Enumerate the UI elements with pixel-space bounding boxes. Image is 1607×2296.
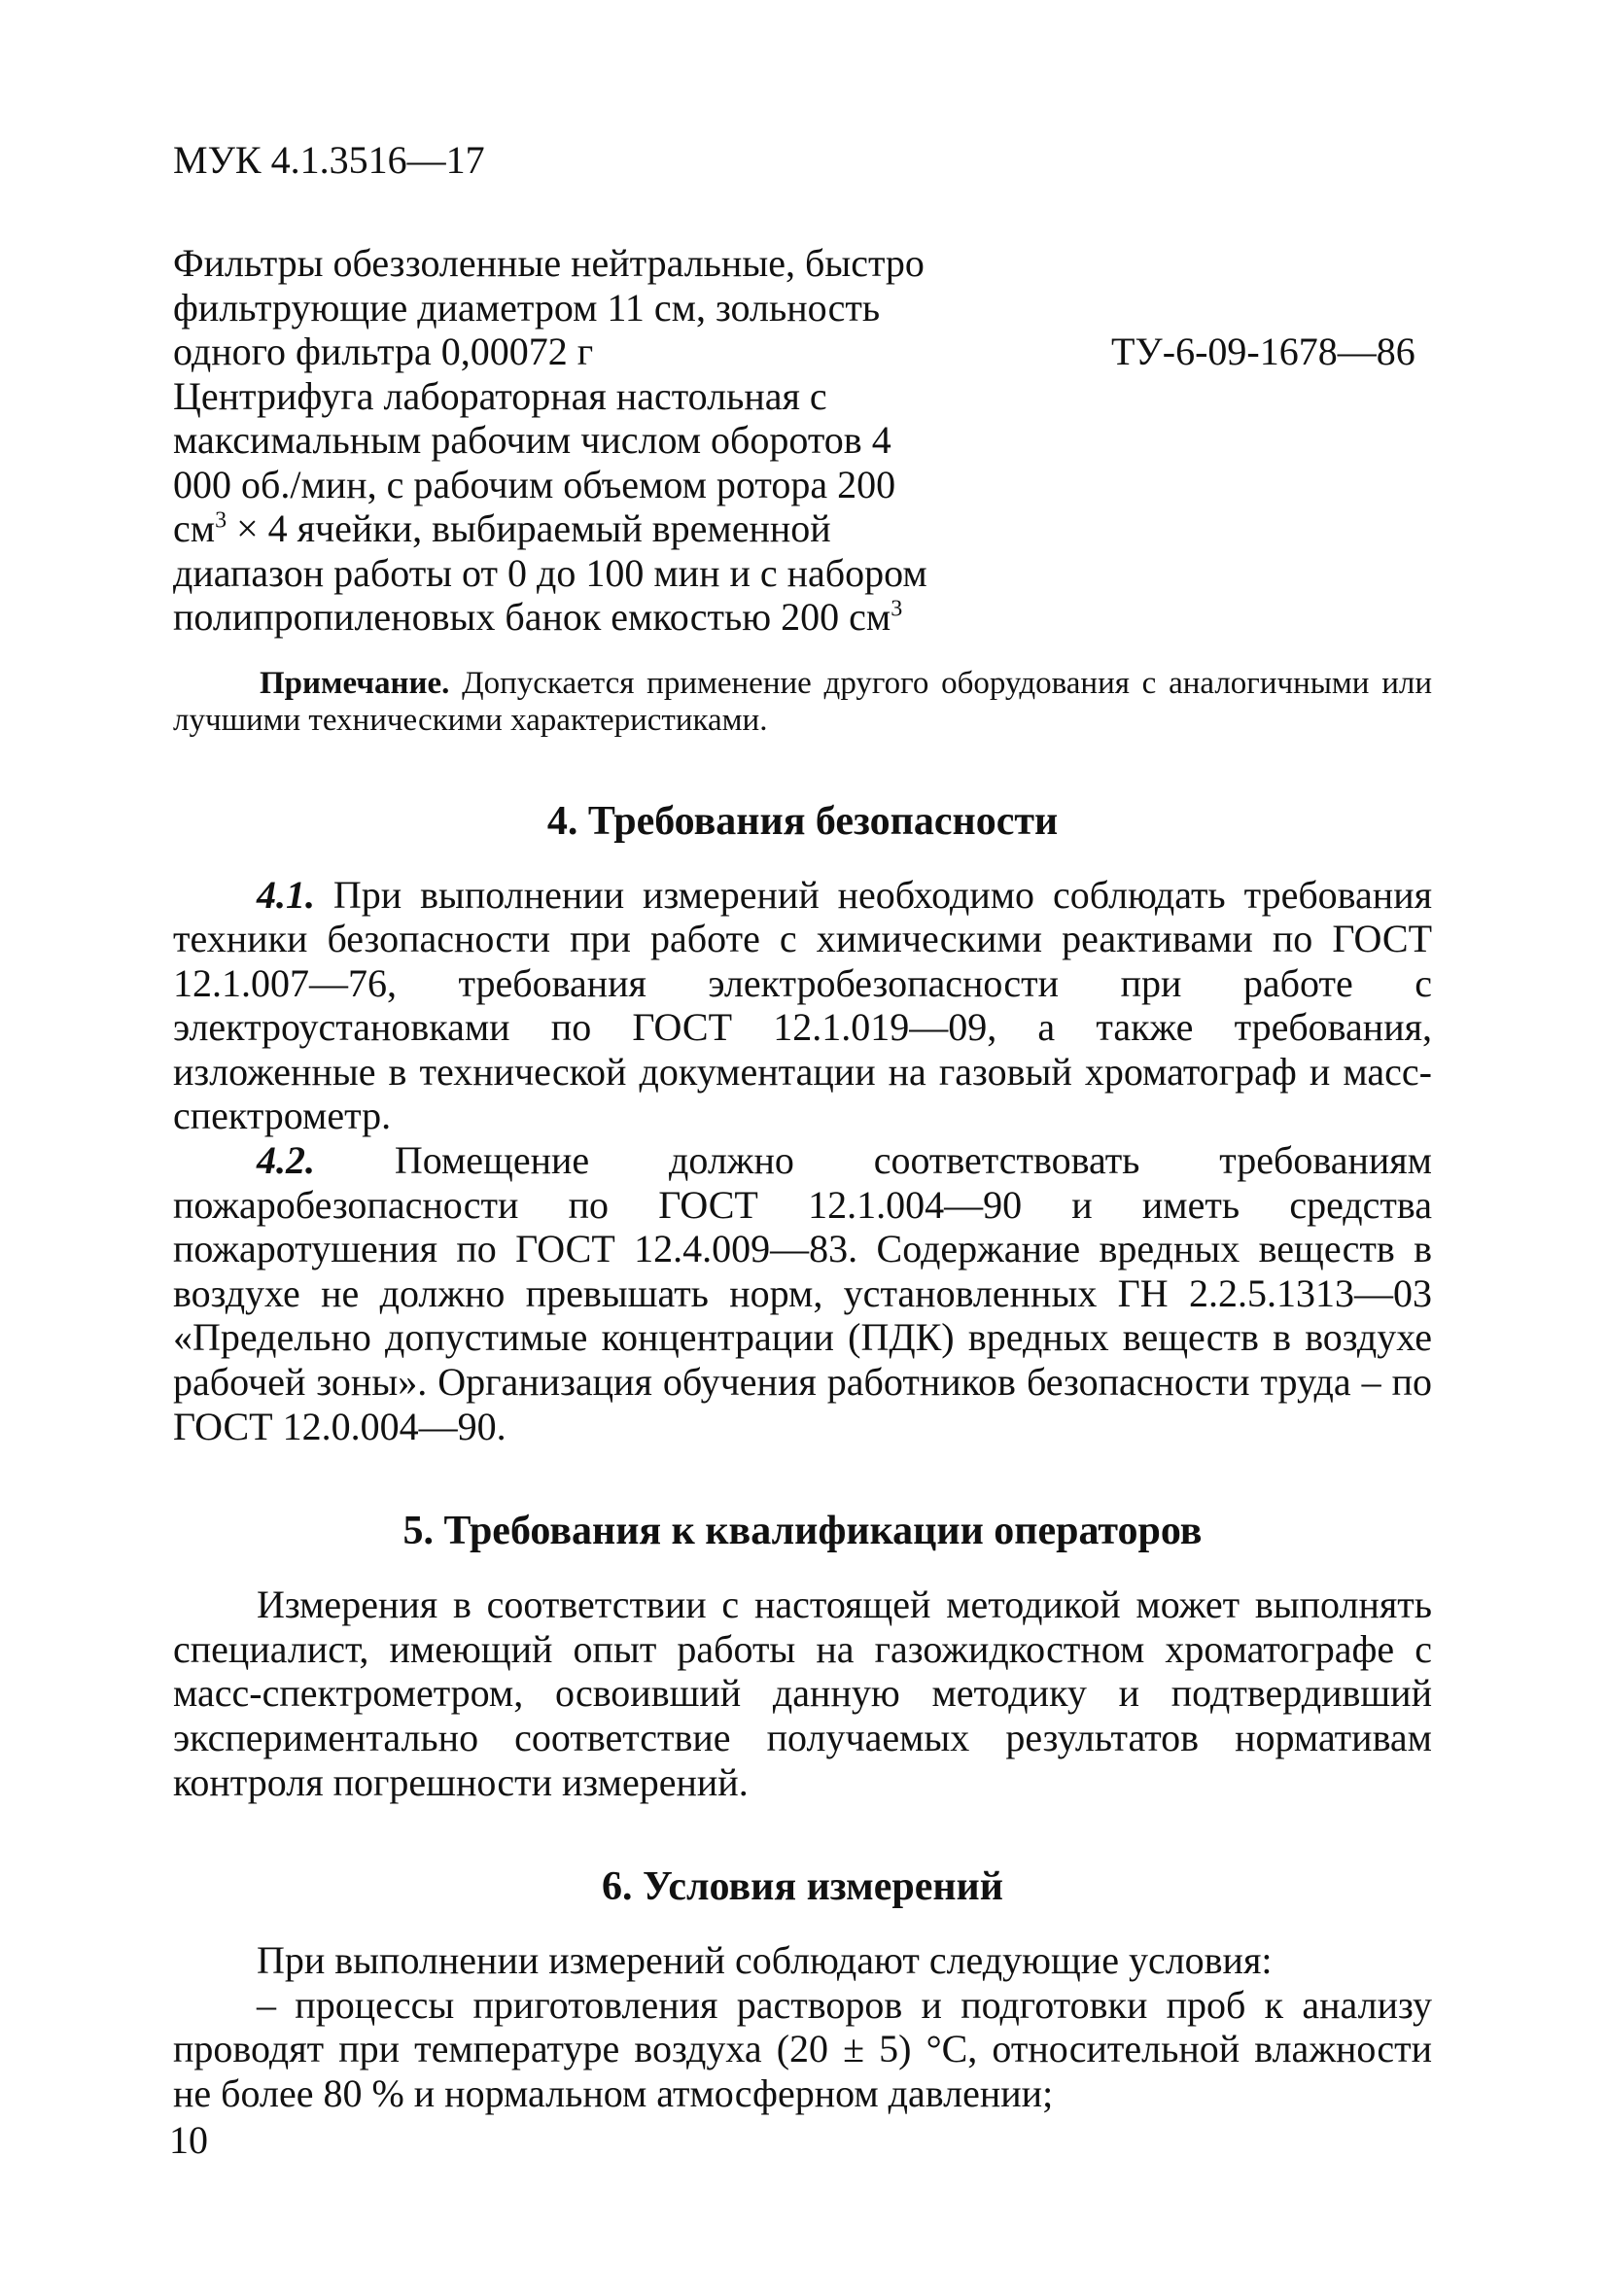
equipment-list bbox=[173, 241, 1432, 640]
paragraph-6-condition: – процессы приготовления растворов и подготовки проб к анализу проводят при температуре воздуха (20 ± 5) °С, относительной влажности не более 80 % и нормальном атмосферном давлении; bbox=[173, 1982, 1432, 2115]
equipment-name bbox=[173, 374, 931, 640]
equipment-item-centrifuge bbox=[173, 374, 1432, 640]
note bbox=[173, 665, 1432, 739]
superscript: 3 bbox=[891, 596, 903, 622]
equipment-name: Фильтры обеззоленные нейтральные, быстро фильтрующие диаметром 11 см, зольность одного фильтра 0,00072 г bbox=[173, 241, 925, 373]
note-text: Допускается применение другого оборудования с аналогичными или лучшими техническими характеристиками. bbox=[173, 665, 1432, 738]
superscript: 3 bbox=[215, 507, 227, 534]
paragraph-number: 4.2. bbox=[257, 1138, 315, 1183]
section-5-title: 5. Требования к квалификации операторов bbox=[402, 1509, 1203, 1554]
paragraph-text: При выполнении измерений необходимо соблюдать требования техники безопасности при работе с химическими реактивами по ГОСТ 12.1.007—76, требования электробезопасности при работе с электроустановками по ГОСТ 12.1.019—09, а также требования, изложенные в технической документации на газовый хроматограф и масс-спектрометр. bbox=[173, 872, 1432, 1138]
paragraph-number: 4.1. bbox=[257, 872, 315, 917]
paragraph-5: Измерения в соответствии с настоящей методикой может выполнять специалист, имеющий опыт работы на газожидкостном хроматографе с масс-спектрометром, освоивший данную методику и подтвердивший экспериментально соответствие получаемых результатов нормативам контроля погрешности измерений. bbox=[173, 1583, 1432, 1804]
document-header: МУК 4.1.3516—17 bbox=[173, 138, 485, 182]
note-label: Примечание. bbox=[260, 665, 450, 701]
page-number: 10 bbox=[169, 2118, 208, 2162]
document-page bbox=[173, 136, 1432, 2116]
equipment-item-filters bbox=[173, 241, 1432, 374]
equipment-name-part: × 4 ячейки, выбираемый временной диапазон работы от 0 до 100 мин и с набором полипропиленовых банок емкостью 200 см bbox=[173, 506, 927, 639]
equipment-name-part: Центрифуга лабораторная настольная с максимальным рабочим числом оборотов 4 000 об./мин, с рабочим объемом ротора 200 см bbox=[173, 373, 896, 550]
paragraph-4-1 bbox=[173, 873, 1432, 1139]
paragraph-6-intro: При выполнении измерений соблюдают следующие условия: bbox=[257, 1938, 1273, 1983]
section-6-title: 6. Условия измерений bbox=[602, 1864, 1003, 1910]
paragraph-4-2 bbox=[173, 1138, 1432, 1448]
section-4-title: 4. Требования безопасности bbox=[546, 798, 1059, 844]
equipment-spec-value: ТУ-6-09-1678—86 bbox=[1111, 330, 1415, 373]
equipment-spec bbox=[1111, 241, 1432, 374]
paragraph-text: Помещение должно соответствовать требованиям пожаробезопасности по ГОСТ 12.1.004—90 и иметь средства пожаротушения по ГОСТ 12.4.009—83. Содержание вредных веществ в воздухе не должно превышать норм, установленных ГН 2.2.5.1313—03 «Предельно допустимые концентрации (ПДК) вредных веществ в воздухе рабочей зоны». Организация обучения работников безопасности труда – по ГОСТ 12.0.004—90. bbox=[173, 1138, 1432, 1448]
